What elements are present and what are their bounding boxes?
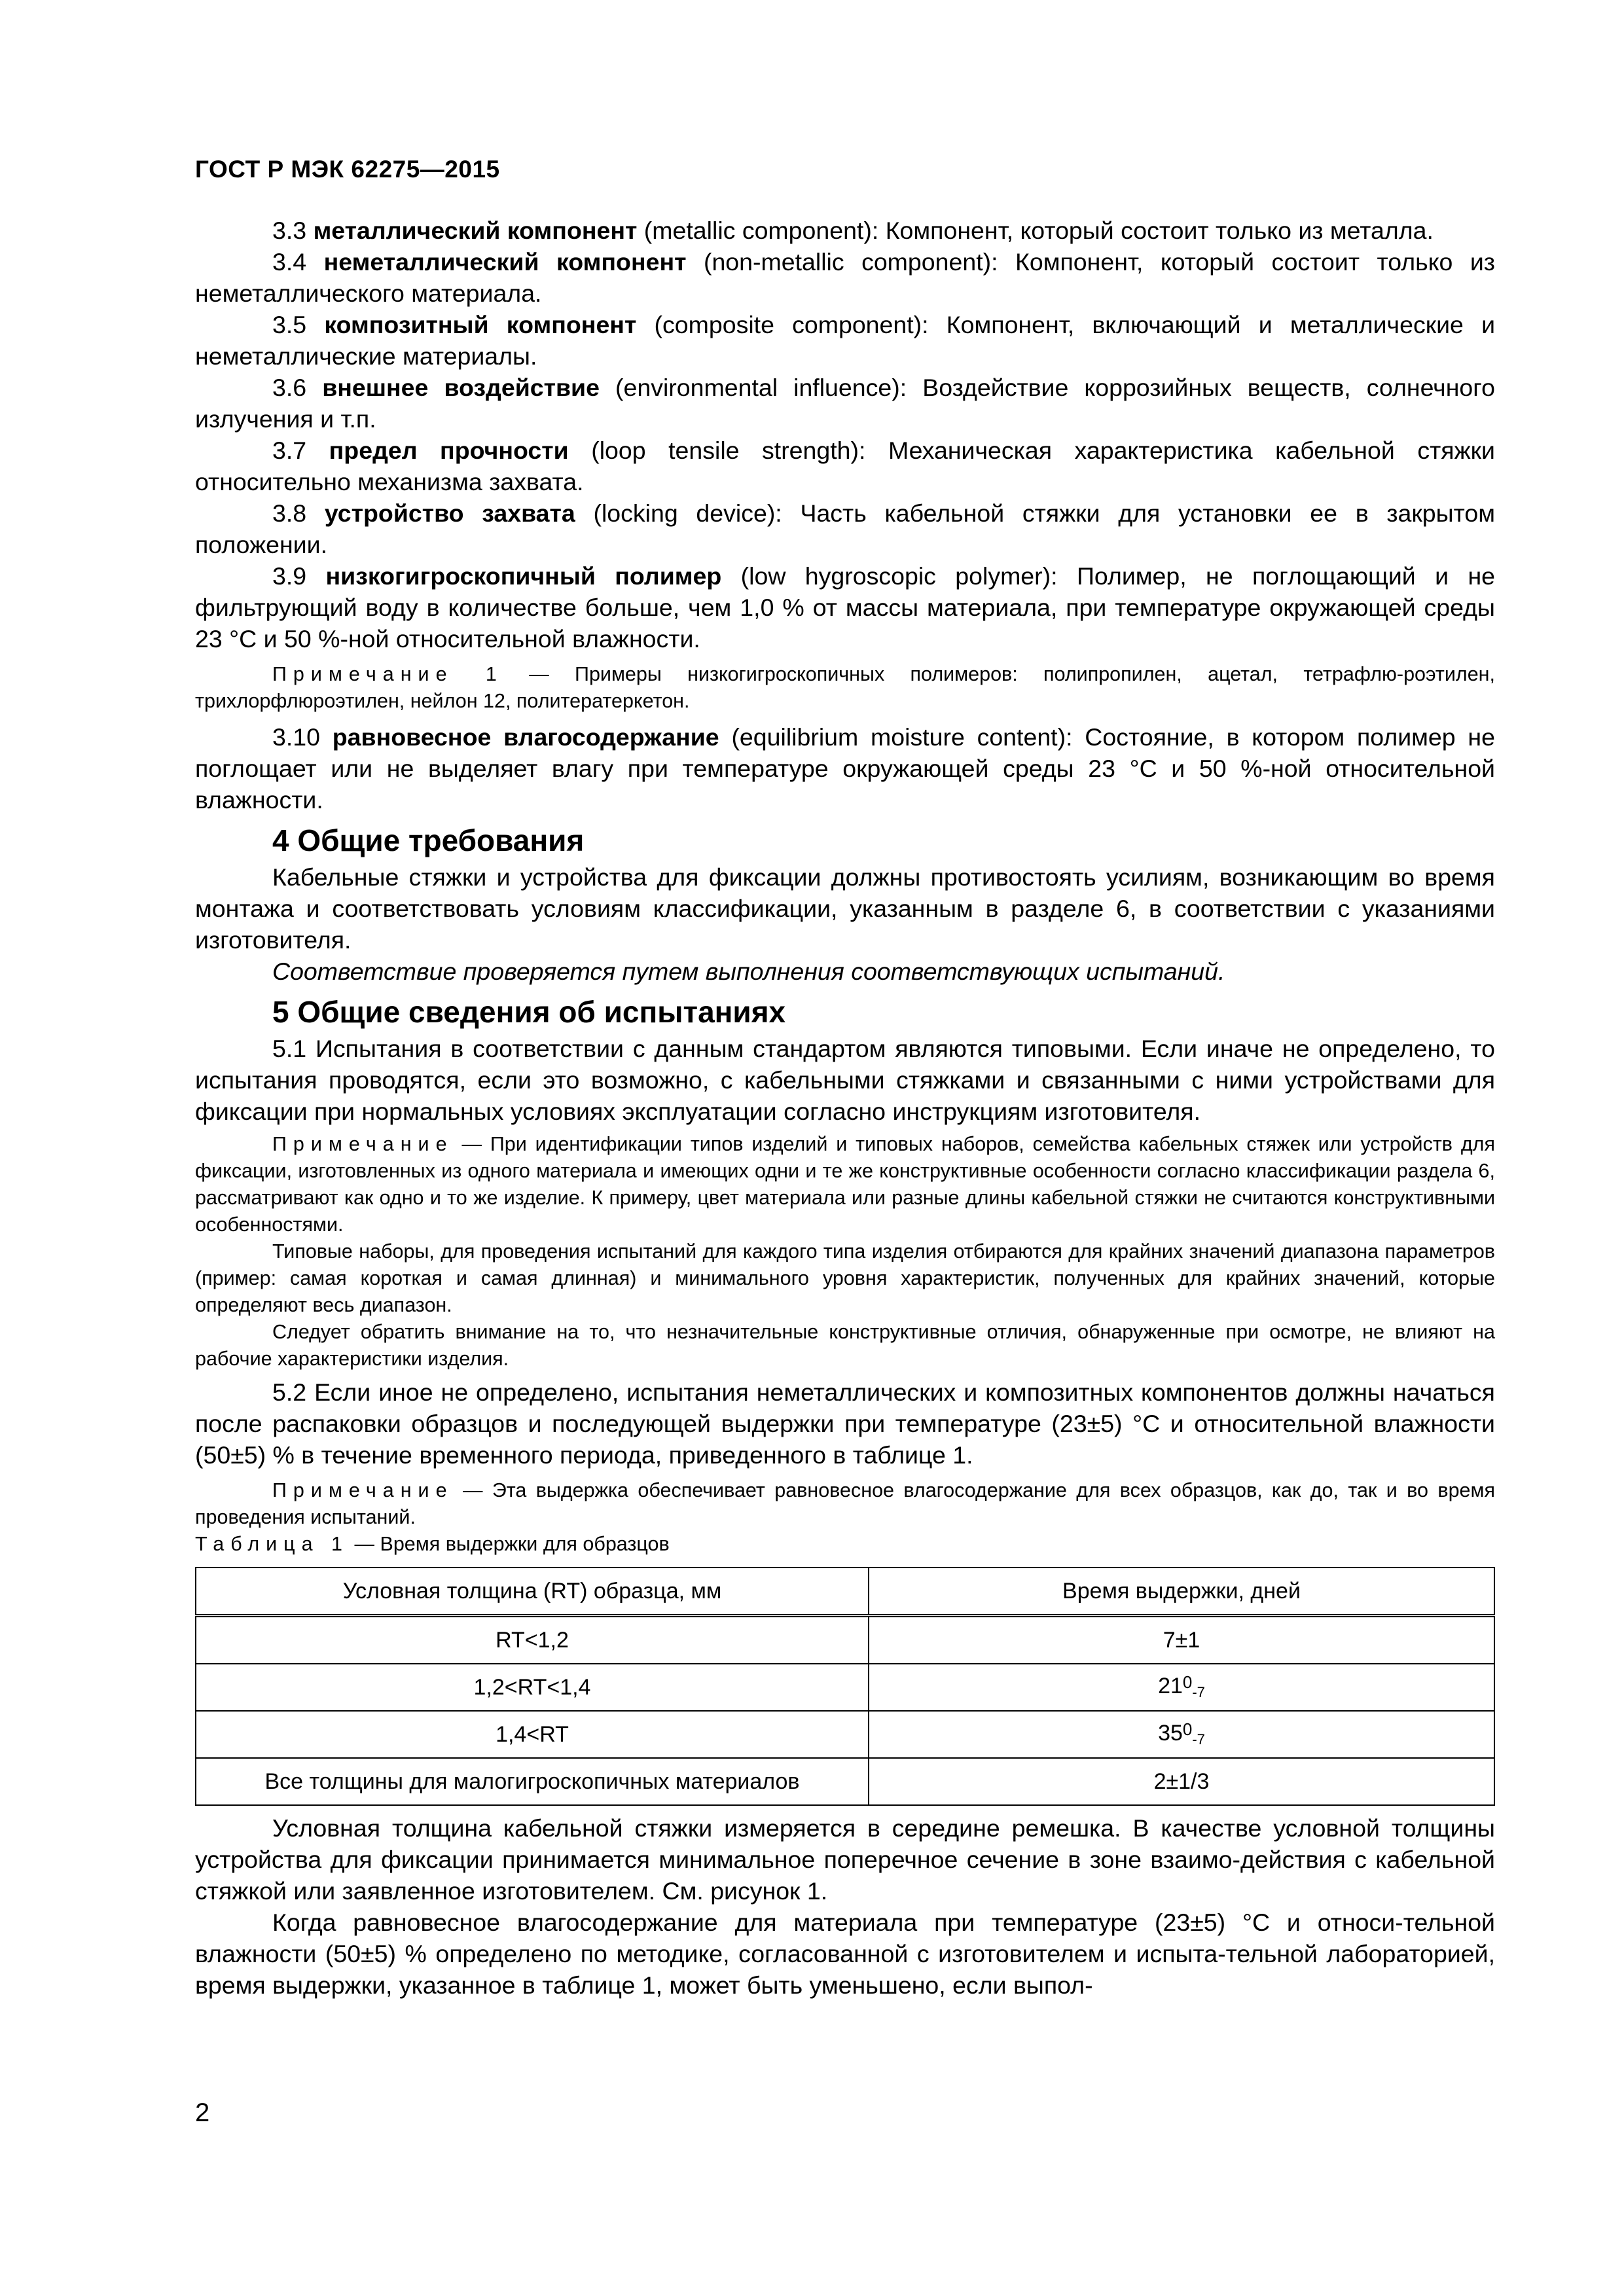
table-cell-time [869, 1664, 1494, 1711]
note-5-1-paragraph-2: Типовые наборы, для проведения испытаний для каждого типа изделия отбираются для крайних значений диапазона параметров (пример: самая короткая и самая длинная) и минимального уровня характеристик, полученных для крайних значений, которые определяют весь диапазон. [195, 1240, 1495, 1316]
def-en: (non-metallic component): [703, 248, 998, 276]
document-body [195, 215, 1495, 2001]
time-value: 2±1/3 [1153, 1769, 1210, 1794]
def-text: Полимер, не поглощающий и не фильтрующий воду в количестве больше, чем 1,0 % от массы материала, при температуре окружающей среды 23 °C и 50 %-ной относительной влажности. [195, 562, 1496, 653]
def-en: (locking device): [593, 499, 782, 527]
time-subscript: -7 [1192, 1731, 1205, 1748]
def-en: (low hygroscopic polymer): [740, 562, 1058, 590]
section-5-title: 5 Общие сведения об испытаниях [272, 995, 786, 1029]
table-cell-time [869, 1616, 1494, 1664]
note-label: Примечание [272, 1133, 454, 1155]
definition-3-6 [195, 372, 1495, 435]
def-en: (environmental influence): [615, 374, 907, 401]
definition-3-10 [195, 721, 1495, 816]
def-num: 3.3 [272, 217, 307, 244]
table-row [196, 1616, 1494, 1664]
note-5-1 [195, 1131, 1495, 1238]
definition-3-7 [195, 435, 1495, 497]
definition-3-4 [195, 246, 1495, 309]
note-5-2 [195, 1477, 1495, 1531]
section-4-title: 4 Общие требования [272, 823, 585, 857]
table-cell-rt: 1,4<RT [196, 1711, 869, 1758]
def-en: (metallic component): [643, 217, 879, 244]
table-row [196, 1711, 1494, 1758]
def-en: (equilibrium moisture content): [731, 723, 1073, 751]
time-value: 21 [1158, 1674, 1183, 1698]
def-en: (composite component): [654, 311, 929, 338]
def-text: Часть кабельной стяжки для установки ее в закрытом положении. [195, 499, 1495, 558]
def-term: металлический компонент [313, 217, 638, 244]
def-term: композитный компонент [324, 311, 637, 338]
time-superscript: 0 [1182, 1719, 1193, 1739]
def-num: 3.6 [272, 374, 307, 401]
def-term: устройство захвата [324, 499, 575, 527]
def-term: равновесное влагосодержание [332, 723, 719, 751]
table-cell-rt: RT<1,2 [196, 1616, 869, 1664]
def-term: неметаллический компонент [323, 248, 687, 276]
def-text: Механическая характеристика кабельной стяжки относительно механизма захвата. [195, 437, 1496, 495]
def-text: Воздействие коррозийных веществ, солнечного излучения и т.п. [195, 374, 1495, 433]
time-value: 7±1 [1163, 1628, 1200, 1653]
definition-3-8 [195, 497, 1495, 560]
def-text: Компонент, который состоит только из неметаллического материала. [195, 248, 1495, 307]
table-cell-rt: 1,2<RT<1,4 [196, 1664, 869, 1711]
section-4-paragraph: Кабельные стяжки и устройства для фиксации должны противостоять усилиям, возникающим во время монтажа и соответствовать условиям классификации, указанным в разделе 6, в соответствии с указаниями изготовителя. [195, 863, 1495, 954]
def-term: низкогигроскопичный полимер [325, 562, 722, 590]
after-table-paragraph-1: Условная толщина кабельной стяжки измеряется в середине ремешка. В качестве условной толщины устройства для фиксации принимается минимальное поперечное сечение в зоне взаимо-действия с кабельной стяжкой или заявленное изготовителем. См. рисунок 1. [195, 1814, 1495, 1905]
note-3-9 [195, 661, 1495, 715]
table-header-cell: Время выдержки, дней [869, 1568, 1494, 1616]
time-superscript: 0 [1182, 1672, 1193, 1692]
def-text: Компонент, включающий и металлические и неметаллические материалы. [195, 311, 1496, 370]
note-text: — Эта выдержка обеспечивает равновесное влагосодержание для всех образцов, как до, так и во время проведения испытаний. [195, 1479, 1495, 1528]
def-num: 3.7 [272, 437, 307, 464]
def-text: Состояние, в котором полимер не поглощает или не выделяет влагу при температуре окружающей среды 23 °C и 50 %-ной относительной влажности. [195, 723, 1495, 814]
page-number: 2 [195, 2098, 210, 2127]
note-text: — Примеры низкогигроскопичных полимеров: полипропилен, ацетал, тетрафлю-роэтилен, трихлорфлюроэтилен, нейлон 12, политератеркетон. [195, 663, 1495, 712]
note-5-1-paragraph-3: Следует обратить внимание на то, что незначительные конструктивные отличия, обнаруженные при осмотре, не влияют на рабочие характеристики изделия. [195, 1321, 1495, 1370]
table-cell-time [869, 1711, 1494, 1758]
def-num: 3.4 [272, 248, 307, 276]
table-caption-text: — Время выдержки для образцов [354, 1533, 670, 1555]
note-text: — При идентификации типов изделий и типовых наборов, семейства кабельных стяжек или устройств для фиксации, изготовленных из одного материала и имеющих одни и те же конструктивные особенности согласно классификации раздела 6, рассматривают как одно и то же изделие. К примеру, цвет материала или разные длины кабельной стяжки не считаются конструктивными особенностями. [195, 1133, 1495, 1236]
note-label: Примечание 1 [272, 663, 503, 685]
time-subscript: -7 [1192, 1684, 1205, 1700]
table-1-caption [195, 1531, 1495, 1558]
after-table-paragraph-2: Когда равновесное влагосодержание для материала при температуре (23±5) °C и относи-тельной влажности (50±5) % определено по методике, согласованной с изготовителем и испыта-тельной лабораторией, время выдержки, указанное в таблице 1, может быть уменьшено, если выпол- [195, 1909, 1495, 1999]
table-row [196, 1664, 1494, 1711]
table-cell-time [869, 1758, 1494, 1805]
def-text: Компонент, который состоит только из металла. [885, 217, 1434, 244]
table-header-cell: Условная толщина (RT) образца, мм [196, 1568, 869, 1616]
time-value: 35 [1158, 1721, 1183, 1746]
clause-5-1: 5.1 Испытания в соответствии с данным стандартом являются типовыми. Если иначе не определено, то испытания проводятся, если это возможно, с кабельными стяжками и связанными с ними устройствами для фиксации при нормальных условиях эксплуатации согласно инструкциям изготовителя. [195, 1035, 1495, 1125]
def-num: 3.5 [272, 311, 307, 338]
table-caption-label: Таблица 1 [195, 1533, 350, 1555]
def-num: 3.10 [272, 723, 320, 751]
definition-3-5 [195, 309, 1495, 372]
def-num: 3.9 [272, 562, 307, 590]
table-row [196, 1758, 1494, 1805]
document-code-header: ГОСТ Р МЭК 62275—2015 [195, 156, 500, 183]
table-cell-rt: Все толщины для малогигроскопичных материалов [196, 1758, 869, 1805]
def-en: (loop tensile strength): [591, 437, 866, 464]
section-4-check: Соответствие проверяется путем выполнения соответствующих испытаний. [272, 958, 1225, 985]
table-header-row [196, 1568, 1494, 1616]
definition-3-3 [195, 215, 1495, 246]
def-term: внешнее воздействие [322, 374, 600, 401]
definition-3-9 [195, 560, 1495, 655]
note-label: Примечание [272, 1479, 454, 1501]
clause-5-2: 5.2 Если иное не определено, испытания неметаллических и композитных компонентов должны начаться после распаковки образцов и последующей выдержки при температуре (23±5) °C и относительной влажности (50±5) % в течение временного периода, приведенного в таблице 1. [195, 1378, 1495, 1469]
table-1 [195, 1567, 1495, 1806]
def-num: 3.8 [272, 499, 307, 527]
def-term: предел прочности [329, 437, 569, 464]
